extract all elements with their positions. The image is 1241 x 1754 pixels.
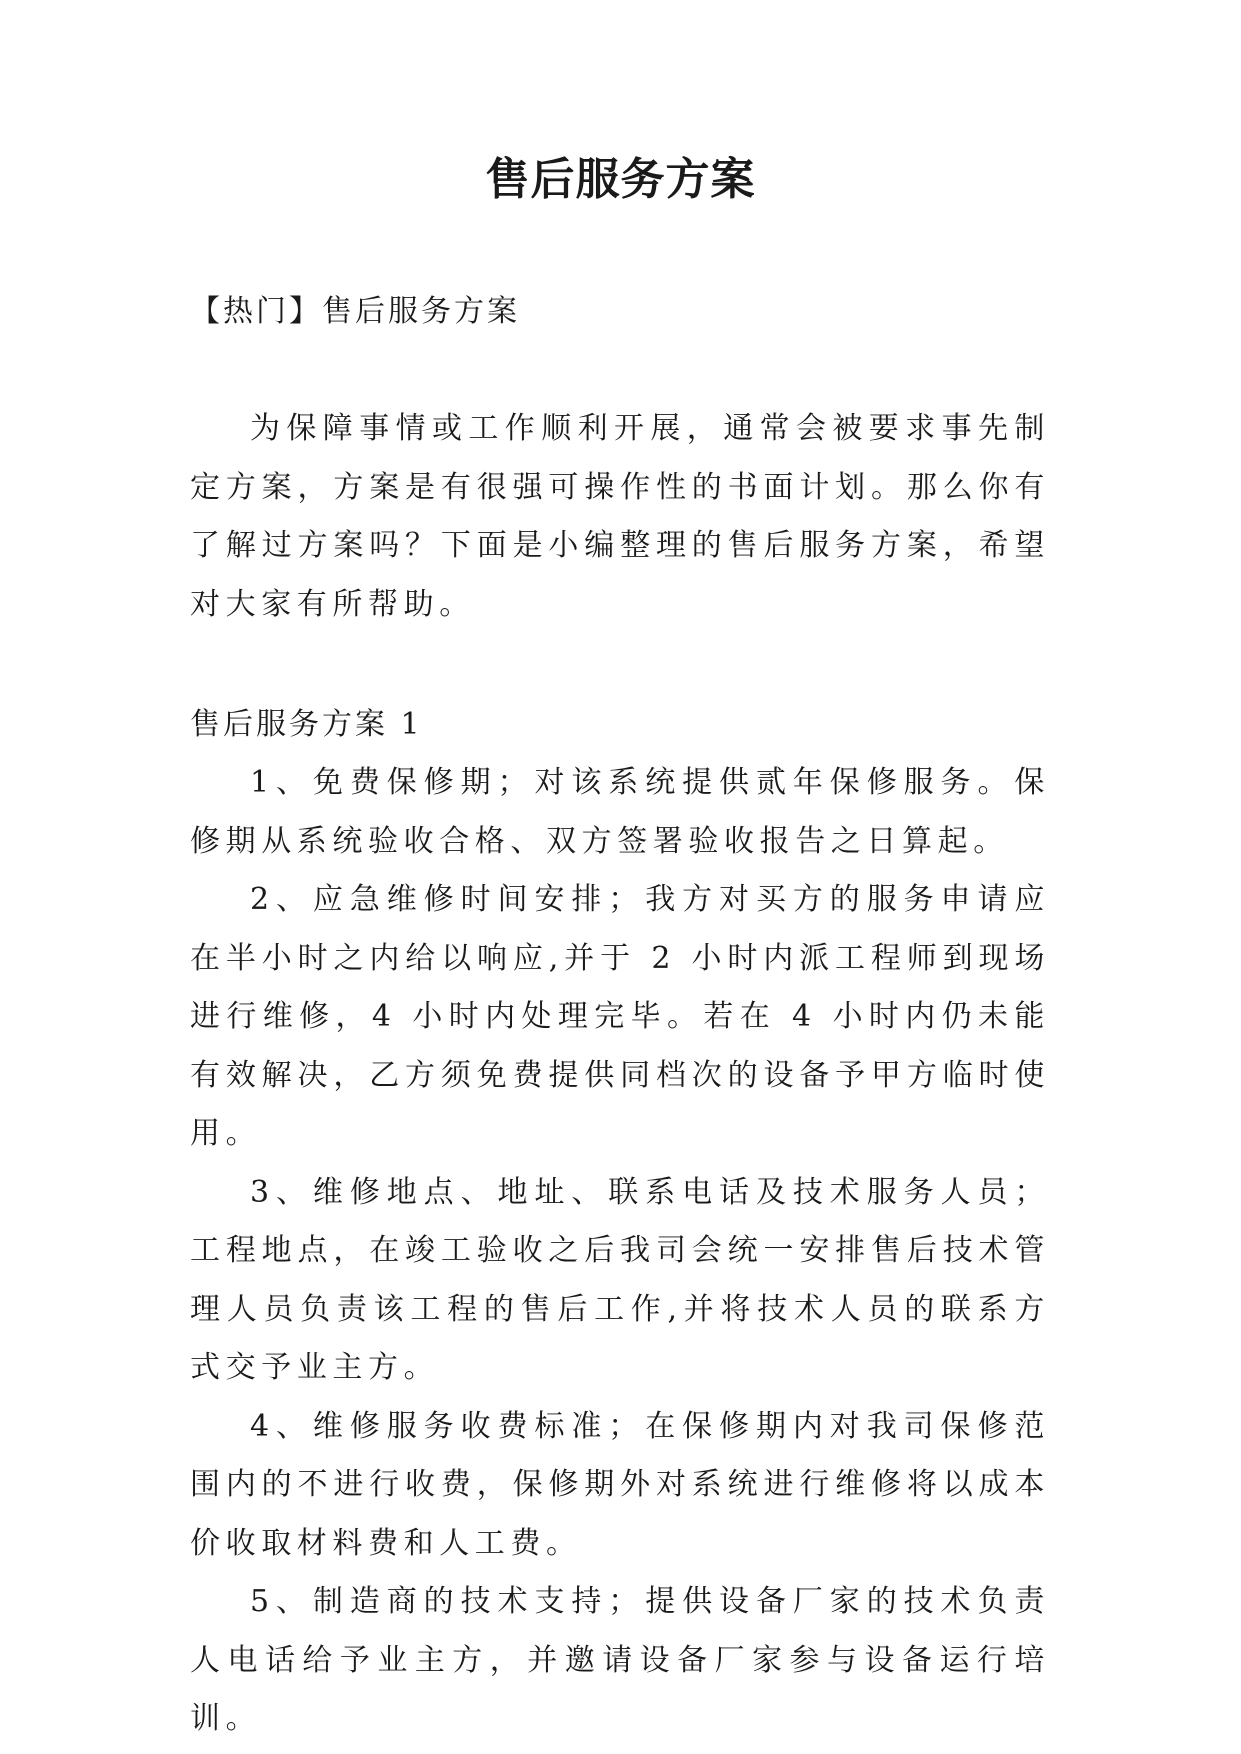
intro-section <box>190 400 1050 634</box>
service-items-list <box>190 754 1050 1749</box>
service-item-5: 5、制造商的技术支持；提供设备厂家的技术负责人电话给予业主方，并邀请设备厂家参与设备运行培训。 <box>190 1584 1050 1736</box>
document-title: 售后服务方案 <box>485 154 756 205</box>
service-item-4: 4、维修服务收费标准；在保修期内对我司保修范围内的不进行收费，保修期外对系统进行维修将以成本价收取材料费和人工费。 <box>190 1408 1050 1561</box>
intro-paragraph: 为保障事情或工作顺利开展，通常会被要求事先制定方案，方案是有很强可操作性的书面计划。那么你有了解过方案吗？下面是小编整理的售后服务方案，希望对大家有所帮助。 <box>190 411 1050 622</box>
service-item-2: 2、应急维修时间安排；我方对买方的服务申请应在半小时之内给以响应,并于 2 小时内派工程师到现场进行维修，4 小时内处理完毕。若在 4 小时内仍未能有效解决，乙方须免费提供同档次的设备予甲方临时使用。 <box>190 882 1050 1151</box>
service-item-3: 3、维修地点、地址、联系电话及技术服务人员；工程地点，在竣工验收之后我司会统一安排售后技术管理人员负责该工程的售后工作,并将技术人员的联系方式交予业主方。 <box>190 1174 1050 1385</box>
document-subtitle: 【热门】售后服务方案 <box>190 294 520 329</box>
service-item-1: 1、免费保修期；对该系统提供贰年保修服务。保修期从系统验收合格、双方签署验收报告之日算起。 <box>190 765 1050 859</box>
section-heading: 售后服务方案 1 <box>190 707 423 742</box>
